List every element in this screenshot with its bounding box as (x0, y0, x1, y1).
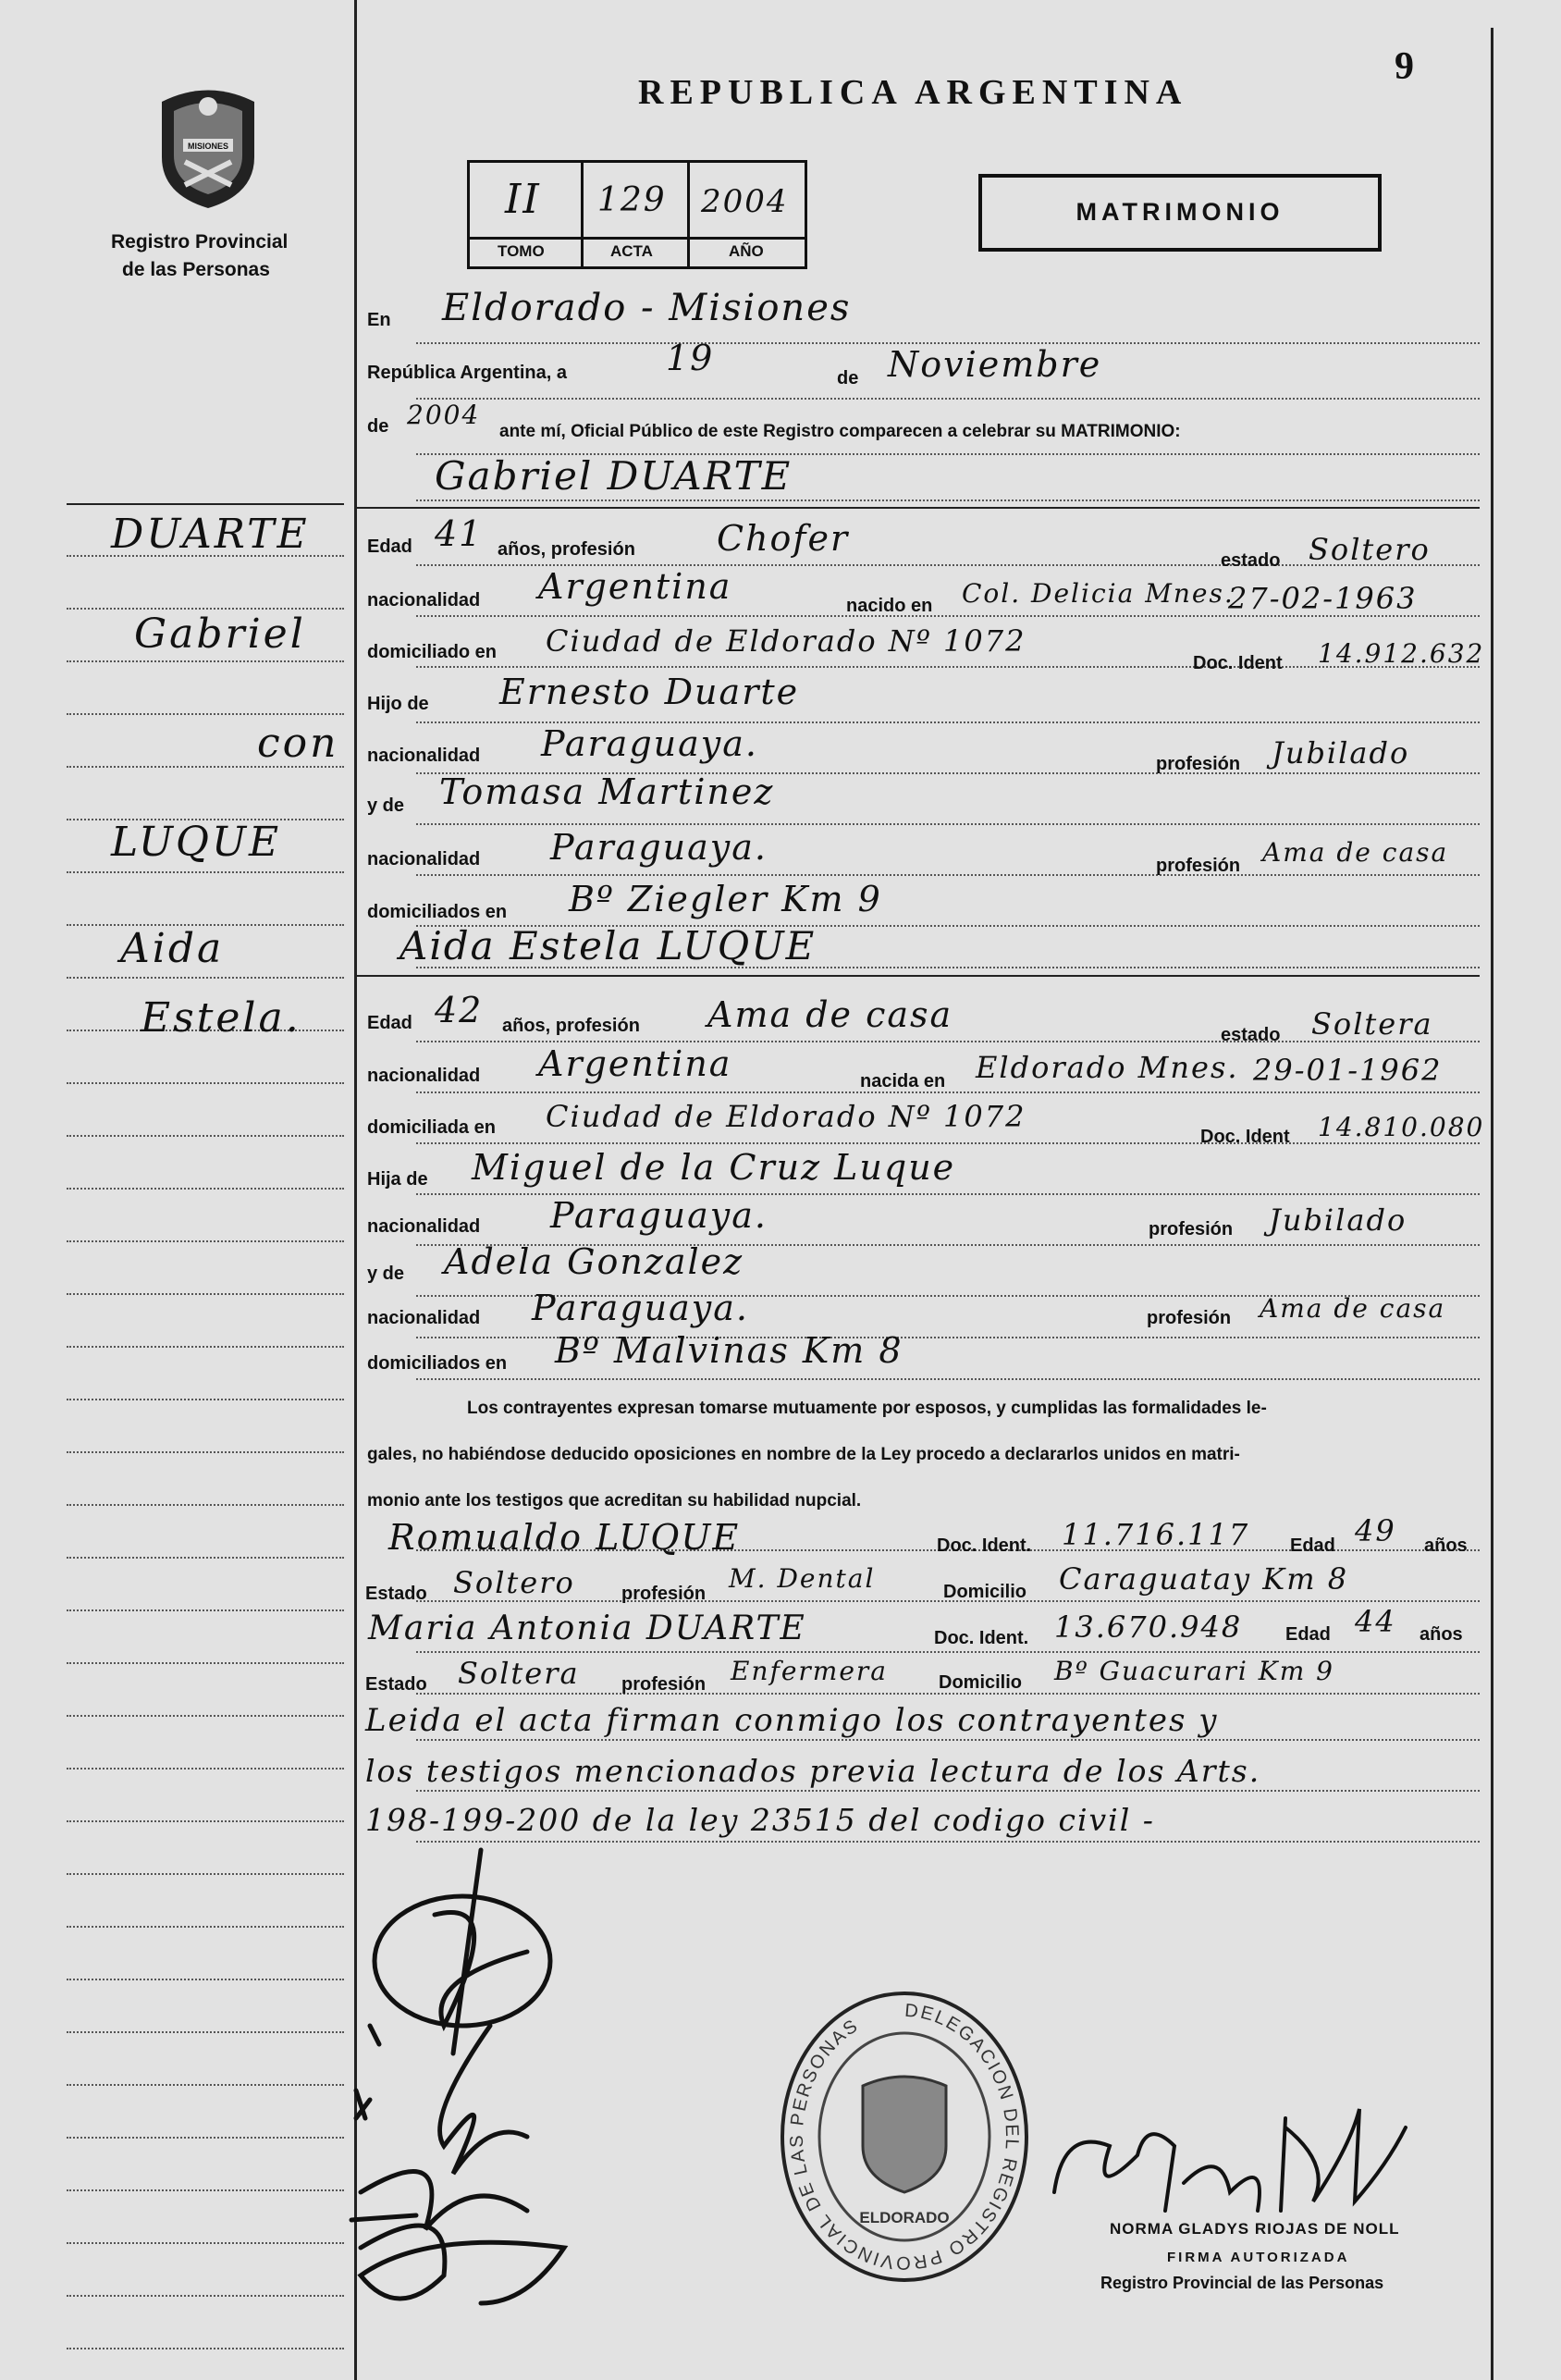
form-ruled-line (416, 1739, 1480, 1741)
groom-doc: 14.912.632 (1318, 638, 1485, 669)
bride-padres-dom: Bº Malvinas Km 8 (555, 1330, 903, 1371)
margin-ruled-line (67, 608, 344, 610)
act-type-label: MATRIMONIO (1075, 198, 1284, 226)
margin-ruled-line (67, 1873, 344, 1875)
margin-ruled-line (67, 1768, 344, 1770)
margin-ruled-line (67, 1240, 344, 1242)
year-de-label: de (367, 416, 389, 437)
margin-groom-surname: DUARTE (111, 511, 310, 558)
groom-estado-label: estado (1221, 550, 1281, 571)
bride-madre-prof-label: profesión (1147, 1308, 1232, 1328)
registry-name-line1: Registro Provincial (111, 231, 289, 253)
margin-ruled-line (67, 1082, 344, 1084)
margin-ruled-line (67, 2137, 344, 2139)
witness1-domicilio: Caraguatay Km 8 (1059, 1561, 1349, 1597)
margin-ruled-line (67, 1662, 344, 1664)
groom-madre-nac-label: nacionalidad (367, 849, 481, 869)
bride-profesion: Ama de casa (707, 994, 953, 1035)
official-title: FIRMA AUTORIZADA (1167, 2250, 1350, 2265)
bride-edad-label: Edad (367, 1013, 412, 1033)
margin-ruled-line (67, 871, 344, 873)
groom-nac-label: nacionalidad (367, 590, 481, 610)
groom-edad-label: Edad (367, 536, 412, 557)
signatures-left (342, 1841, 620, 2322)
witness1-doc: 11.716.117 (1062, 1517, 1250, 1552)
groom-estado: Soltero (1309, 532, 1431, 567)
groom-madre-prof-label: profesión (1156, 856, 1241, 876)
margin-ruled-line (67, 1504, 344, 1506)
bride-padre-nac-label: nacionalidad (367, 1216, 481, 1237)
bride-estado: Soltera (1311, 1006, 1433, 1042)
groom-nacido-label: nacido en (846, 596, 933, 616)
closing-line2: los testigos mencionados previa lectura de los Arts. (365, 1753, 1261, 1789)
acta-value: 129 (597, 181, 667, 219)
form-ruled-line (416, 823, 1480, 825)
bride-padres-dom-label: domiciliados en (367, 1353, 508, 1374)
form-ruled-line (416, 874, 1480, 876)
form-ruled-line (416, 1091, 1480, 1093)
bride-nacida-en: Eldorado Mnes. (976, 1050, 1239, 1085)
form-ruled-line (416, 1142, 1480, 1144)
groom-yde-label: y de (367, 795, 405, 816)
registry-name-line2: de las Personas (122, 259, 270, 280)
groom-madre-nac: Paraguaya. (550, 827, 768, 868)
bride-section-rule (357, 975, 1480, 977)
witness2-doc-label: Doc. Ident. (934, 1628, 1029, 1648)
witness1-edad-label: Edad (1290, 1535, 1335, 1556)
bride-madre-nac-label: nacionalidad (367, 1308, 481, 1328)
groom-prof-label: años, profesión (498, 539, 635, 560)
margin-ruled-line (67, 2295, 344, 2297)
official-registry: Registro Provincial de las Personas (1100, 2274, 1384, 2292)
svg-text:ELDORADO: ELDORADO (859, 2209, 950, 2226)
witness2-profesion: Enfermera (731, 1656, 888, 1686)
acta-label: ACTA (610, 242, 653, 260)
bride-doc: 14.810.080 (1318, 1112, 1485, 1142)
bride-prof-label: años, profesión (502, 1016, 640, 1036)
witness2-anos-label: años (1420, 1624, 1463, 1645)
bride-yde-label: y de (367, 1264, 405, 1284)
tomo-label: TOMO (498, 242, 545, 260)
witness2-estado: Soltera (458, 1656, 580, 1691)
bride-hija-label: Hija de (367, 1169, 428, 1190)
bride-padre-prof: Jubilado (1269, 1202, 1407, 1238)
groom-padre-prof-label: profesión (1156, 754, 1241, 774)
bride-domicilio: Ciudad de Eldorado Nº 1072 (546, 1099, 1026, 1134)
witness2-estado-label: Estado (365, 1674, 427, 1695)
bride-nac-label: nacionalidad (367, 1066, 481, 1086)
form-ruled-line (416, 398, 1480, 400)
margin-ruled-line (67, 2031, 344, 2033)
bride-padre: Miguel de la Cruz Luque (472, 1147, 956, 1188)
republica-label: República Argentina, a (367, 363, 567, 383)
margin-ruled-line (67, 2084, 344, 2086)
groom-edad: 41 (435, 513, 484, 554)
margin-bride-surname: LUQUE (111, 819, 282, 866)
ano-label: AÑO (729, 242, 764, 260)
bride-estado-label: estado (1221, 1025, 1281, 1045)
groom-hijo-label: Hijo de (367, 694, 429, 714)
groom-dom-label: domiciliado en (367, 642, 498, 662)
groom-padres-dom-label: domiciliados en (367, 902, 508, 922)
bride-fecha-nac: 29-01-1962 (1253, 1053, 1443, 1088)
declaration-line1: Los contrayentes expresan tomarse mutuamente por esposos, y cumplidas las formalidades le- (467, 1399, 1267, 1418)
bride-padre-prof-label: profesión (1149, 1219, 1234, 1239)
bride-doc-label: Doc. Ident (1200, 1127, 1290, 1147)
official-name: NORMA GLADYS RIOJAS DE NOLL (1110, 2220, 1400, 2238)
form-ruled-line (416, 499, 1480, 501)
bride-madre-prof: Ama de casa (1260, 1293, 1446, 1324)
record-number-box (467, 160, 807, 269)
witness1-profesion: M. Dental (729, 1563, 876, 1594)
groom-padre-nac-label: nacionalidad (367, 746, 481, 766)
margin-ruled-line (67, 977, 344, 979)
groom-fecha-nac: 27-02-1963 (1228, 581, 1418, 616)
witness1-estado-label: Estado (365, 1584, 427, 1604)
margin-bride-name1: Aida (120, 925, 225, 972)
margin-ruled-line (67, 2242, 344, 2244)
intro-sentence: ante mí, Oficial Público de este Registro comparecen a celebrar su MATRIMONIO: (499, 422, 1181, 441)
groom-padre: Ernesto Duarte (499, 672, 800, 712)
witness1-dom-label: Domicilio (943, 1582, 1027, 1602)
margin-ruled-line (67, 1346, 344, 1348)
margin-ruled-line (67, 1399, 344, 1400)
groom-full-name: Gabriel DUARTE (435, 453, 793, 499)
act-type-box (978, 174, 1382, 252)
margin-ruled-line (67, 1926, 344, 1928)
form-ruled-line (416, 1378, 1480, 1380)
place-value: Eldorado - Misiones (442, 287, 852, 329)
groom-padre-prof: Jubilado (1272, 735, 1410, 771)
bride-padre-nac: Paraguaya. (550, 1195, 768, 1236)
margin-ruled-line (67, 1293, 344, 1295)
margin-ruled-line (67, 1135, 344, 1137)
witness1-estado: Soltero (453, 1565, 575, 1600)
page-number: 9 (1395, 45, 1414, 88)
declaration-line3: monio ante los testigos que acreditan su habilidad nupcial. (367, 1491, 862, 1511)
declaration-line2: gales, no habiéndose deducido oposiciones en nombre de la Ley procedo a declararlos unidos en matri- (367, 1445, 1240, 1464)
margin-ruled-line (67, 1188, 344, 1190)
margin-bride-name2: Estela. (141, 994, 301, 1042)
margin-ruled-line (67, 660, 344, 662)
bride-nacionalidad: Argentina (538, 1043, 732, 1084)
groom-section-rule (357, 507, 1480, 509)
margin-top-rule (67, 503, 344, 505)
day-value: 19 (666, 338, 715, 378)
witness2-edad: 44 (1355, 1604, 1396, 1639)
witness1-doc-label: Doc. Ident. (937, 1535, 1032, 1556)
witness2-edad-label: Edad (1285, 1624, 1331, 1645)
margin-con: con (257, 720, 339, 767)
witness1-prof-label: profesión (621, 1584, 707, 1604)
witness2-doc: 13.670.948 (1054, 1609, 1243, 1645)
ano-value: 2004 (701, 183, 789, 220)
groom-doc-label: Doc. Ident (1193, 653, 1283, 673)
groom-nacido-en: Col. Delicia Mnes. (962, 578, 1235, 609)
groom-nacionalidad: Argentina (538, 566, 732, 607)
en-label: En (367, 310, 391, 330)
margin-ruled-line (67, 2348, 344, 2349)
bride-edad: 42 (435, 990, 484, 1030)
witness1-name: Romualdo LUQUE (388, 1517, 741, 1558)
right-border-line (1491, 28, 1493, 2380)
witness2-prof-label: profesión (621, 1674, 707, 1695)
closing-line1: Leida el acta firman conmigo los contrayentes y (365, 1702, 1219, 1739)
margin-ruled-line (67, 1979, 344, 1980)
bride-madre: Adela Gonzalez (444, 1241, 744, 1282)
tomo-value: II (505, 176, 541, 223)
margin-ruled-line (67, 1557, 344, 1559)
closing-line3: 198-199-200 de la ley 23515 del codigo civil - (365, 1802, 1155, 1838)
groom-domicilio: Ciudad de Eldorado Nº 1072 (546, 623, 1026, 659)
bride-nacida-label: nacida en (860, 1071, 946, 1091)
country-title: REPUBLICA ARGENTINA (638, 73, 1188, 112)
groom-profesion: Chofer (717, 518, 850, 559)
witness1-anos-label: años (1424, 1535, 1468, 1556)
month-de-label: de (837, 368, 859, 388)
witness2-domicilio: Bº Guacurari Km 9 (1054, 1656, 1334, 1686)
bride-dom-label: domiciliada en (367, 1117, 496, 1138)
margin-ruled-line (67, 1820, 344, 1822)
bride-full-name: Aida Estela LUQUE (399, 923, 817, 968)
groom-madre-prof: Ama de casa (1262, 837, 1449, 868)
svg-text:DELEGACION DEL REGISTRO PROVIN: DELEGACION DEL REGISTRO PROVINCIAL DE LAS PERSONAS (786, 2000, 1023, 2274)
groom-padre-nac: Paraguaya. (541, 723, 758, 764)
witness2-name: Maria Antonia DUARTE (368, 1609, 806, 1647)
margin-ruled-line (67, 1609, 344, 1611)
witness1-edad: 49 (1355, 1513, 1396, 1548)
witness2-dom-label: Domicilio (939, 1672, 1023, 1693)
svg-text:MISIONES: MISIONES (187, 142, 229, 151)
margin-ruled-line (67, 1715, 344, 1717)
groom-padres-dom: Bº Ziegler Km 9 (569, 879, 882, 919)
bride-madre-nac: Paraguaya. (532, 1288, 749, 1328)
month-value: Noviembre (888, 344, 1102, 385)
province-emblem (148, 83, 268, 213)
margin-ruled-line (67, 2189, 344, 2191)
margin-groom-name: Gabriel (134, 610, 306, 658)
registry-seal (775, 1984, 1034, 2289)
year-value: 2004 (407, 400, 481, 430)
official-signature (1036, 2090, 1424, 2238)
form-ruled-line (416, 1651, 1480, 1653)
form-ruled-line (416, 1790, 1480, 1792)
groom-madre: Tomasa Martinez (439, 771, 775, 812)
margin-ruled-line (67, 1451, 344, 1453)
margin-ruled-line (67, 713, 344, 715)
